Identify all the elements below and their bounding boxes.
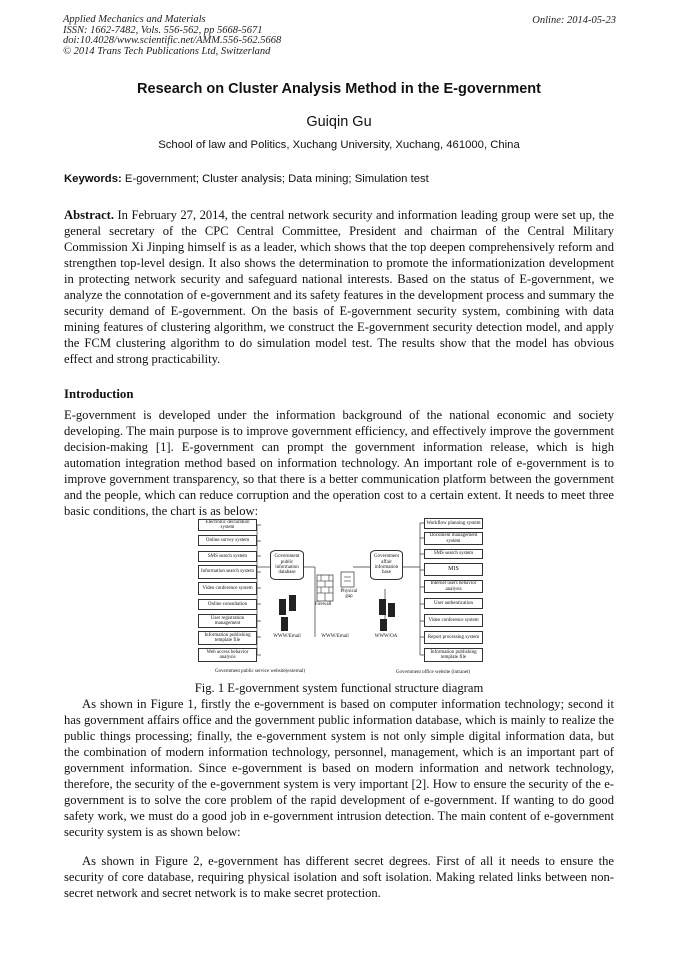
abstract-text: In February 27, 2014, the central network security and information leading group were set up, the general secretary of the CPC Central Committee, President and chairman of the Central Military Commission Xi Jinping himself is as a leader, which shows that the top deepen comprehensively reform and strengthen top-level design. It also shows the determination to promote the informationization development in protecting network security and safeguard national interests. Based on the status of E-government, we analyze the connotation of e-government and its safety features in the development process and summary the security demand of E-government. On the basis of E-government security system, combining with data mining features of clustering algorithm, we construct the E-government security detection model, and apply the FCM clustering algorithm to do simulation model test. The results show that the model has obvious effect and strong practicability. (64, 208, 614, 366)
keywords-text: E-government; Cluster analysis; Data mining; Simulation test (124, 173, 429, 185)
right-box-7: Video conference system (424, 614, 483, 627)
author-name: Guiqin Gu (306, 114, 372, 130)
right-box-6: User authentication (424, 598, 483, 609)
left-box-6: Online consultation (198, 599, 257, 610)
journal-name: Applied Mechanics and Materials (63, 14, 206, 25)
physical-gap-server-icon (341, 572, 354, 587)
right-box-4: MIS (424, 563, 483, 576)
figure-caption: Fig. 1 E-government system functional structure diagram (194, 681, 484, 695)
left-box-9: Web access behavior analysis (198, 648, 257, 662)
right-database: Government affair information base (370, 550, 403, 580)
issn-line: ISSN: 1662-7482, Vols. 556-562, pp 5668-5671 (63, 24, 263, 36)
paper-title: Research on Cluster Analysis Method in the E-government (137, 81, 541, 97)
intro-paragraph: E-government is developed under the information background of the national economic and society developing. The main purpose is to improve government efficiency, and effectively improve the government decision-making [1]. E-government can prompt the government information release, which is high automation integration method based on information technology. An important role of e-government is to improve government transparency, so that there is a better communication platform between the government and the people, which can reduce corruption and the operation cost to a certain extent. It needs to meet three basic conditions, the chart is as below: (64, 408, 614, 518)
right-box-9: Information publishing template file (424, 648, 483, 662)
body-paragraph-3: As shown in Figure 2, e-government has different secret degrees. First of all it needs to ensure the security of core database, requiring physical isolation and soft isolation. Making related links between non-secret network and secret network is to make secret protection. (64, 854, 614, 900)
firewall-label: Firewall (314, 602, 332, 607)
left-box-5: Video conference system (198, 582, 257, 595)
physical-gap-label: Physical gap (340, 589, 358, 600)
journal-header (63, 15, 281, 57)
www-email-left-label: WWW/Email (273, 634, 301, 639)
firewall-icon (317, 575, 333, 601)
left-box-2: Online survey system (198, 535, 257, 546)
left-footer-label: Government public service website(external) (214, 669, 306, 674)
keywords-label: Keywords: (64, 173, 122, 185)
right-box-5: Internet users behavior analysis (424, 580, 483, 593)
right-box-2: Document management system (424, 532, 483, 545)
abstract-label: Abstract. (64, 208, 115, 222)
left-box-4: Information search system (198, 565, 257, 579)
affiliation: School of law and Politics, Xuchang University, Xuchang, 461000, China (158, 139, 520, 151)
right-box-3: SMS search system (424, 549, 483, 559)
copyright-line: © 2014 Trans Tech Publications Ltd, Switzerland (63, 45, 271, 57)
left-box-8: Information publishing template file (198, 631, 257, 645)
right-box-8: Report processing system (424, 631, 483, 644)
figure-1-diagram (195, 517, 485, 679)
doi-line: doi:10.4028/www.scientific.net/AMM.556-562.5668 (63, 35, 282, 47)
left-server-icon (279, 595, 296, 631)
left-box-7: User registration management (198, 614, 257, 628)
left-box-1: Electronic declaration system (198, 519, 257, 531)
introduction-heading: Introduction (64, 387, 134, 401)
keywords (64, 173, 429, 185)
www-oa-label: WWW/OA (374, 634, 398, 639)
left-database: Government public information database (270, 550, 304, 580)
abstract (64, 207, 614, 367)
left-box-3: SMS search system (198, 551, 257, 562)
www-email-mid-label: WWW/Email (321, 634, 349, 639)
right-footer-label: Government office website (intranet) (395, 670, 471, 675)
online-date: Online: 2014-05-23 (532, 15, 616, 26)
body-paragraph-2: As shown in Figure 1, firstly the e-government is based on computer information technology; second it has government affairs office and the government public information database, which is mainly to realize the public things processing; finally, the e-government system is not only simple digital information data, but the combination of modern information technology, personnel, management, which is an important part of government information. Since e-government is based on modern information and network technology, therefore, the security of the e-government system is very important [2]. How to ensure the security of the e-government is to solve the core problem of the rapid development of e-government. If wanting to do good safety work, we must do a good job in e-government intrusion detection. The main content of e-government security system is as shown below: (64, 697, 614, 839)
right-server-icon (379, 599, 395, 631)
right-box-1: Workflow planning system (424, 518, 483, 529)
